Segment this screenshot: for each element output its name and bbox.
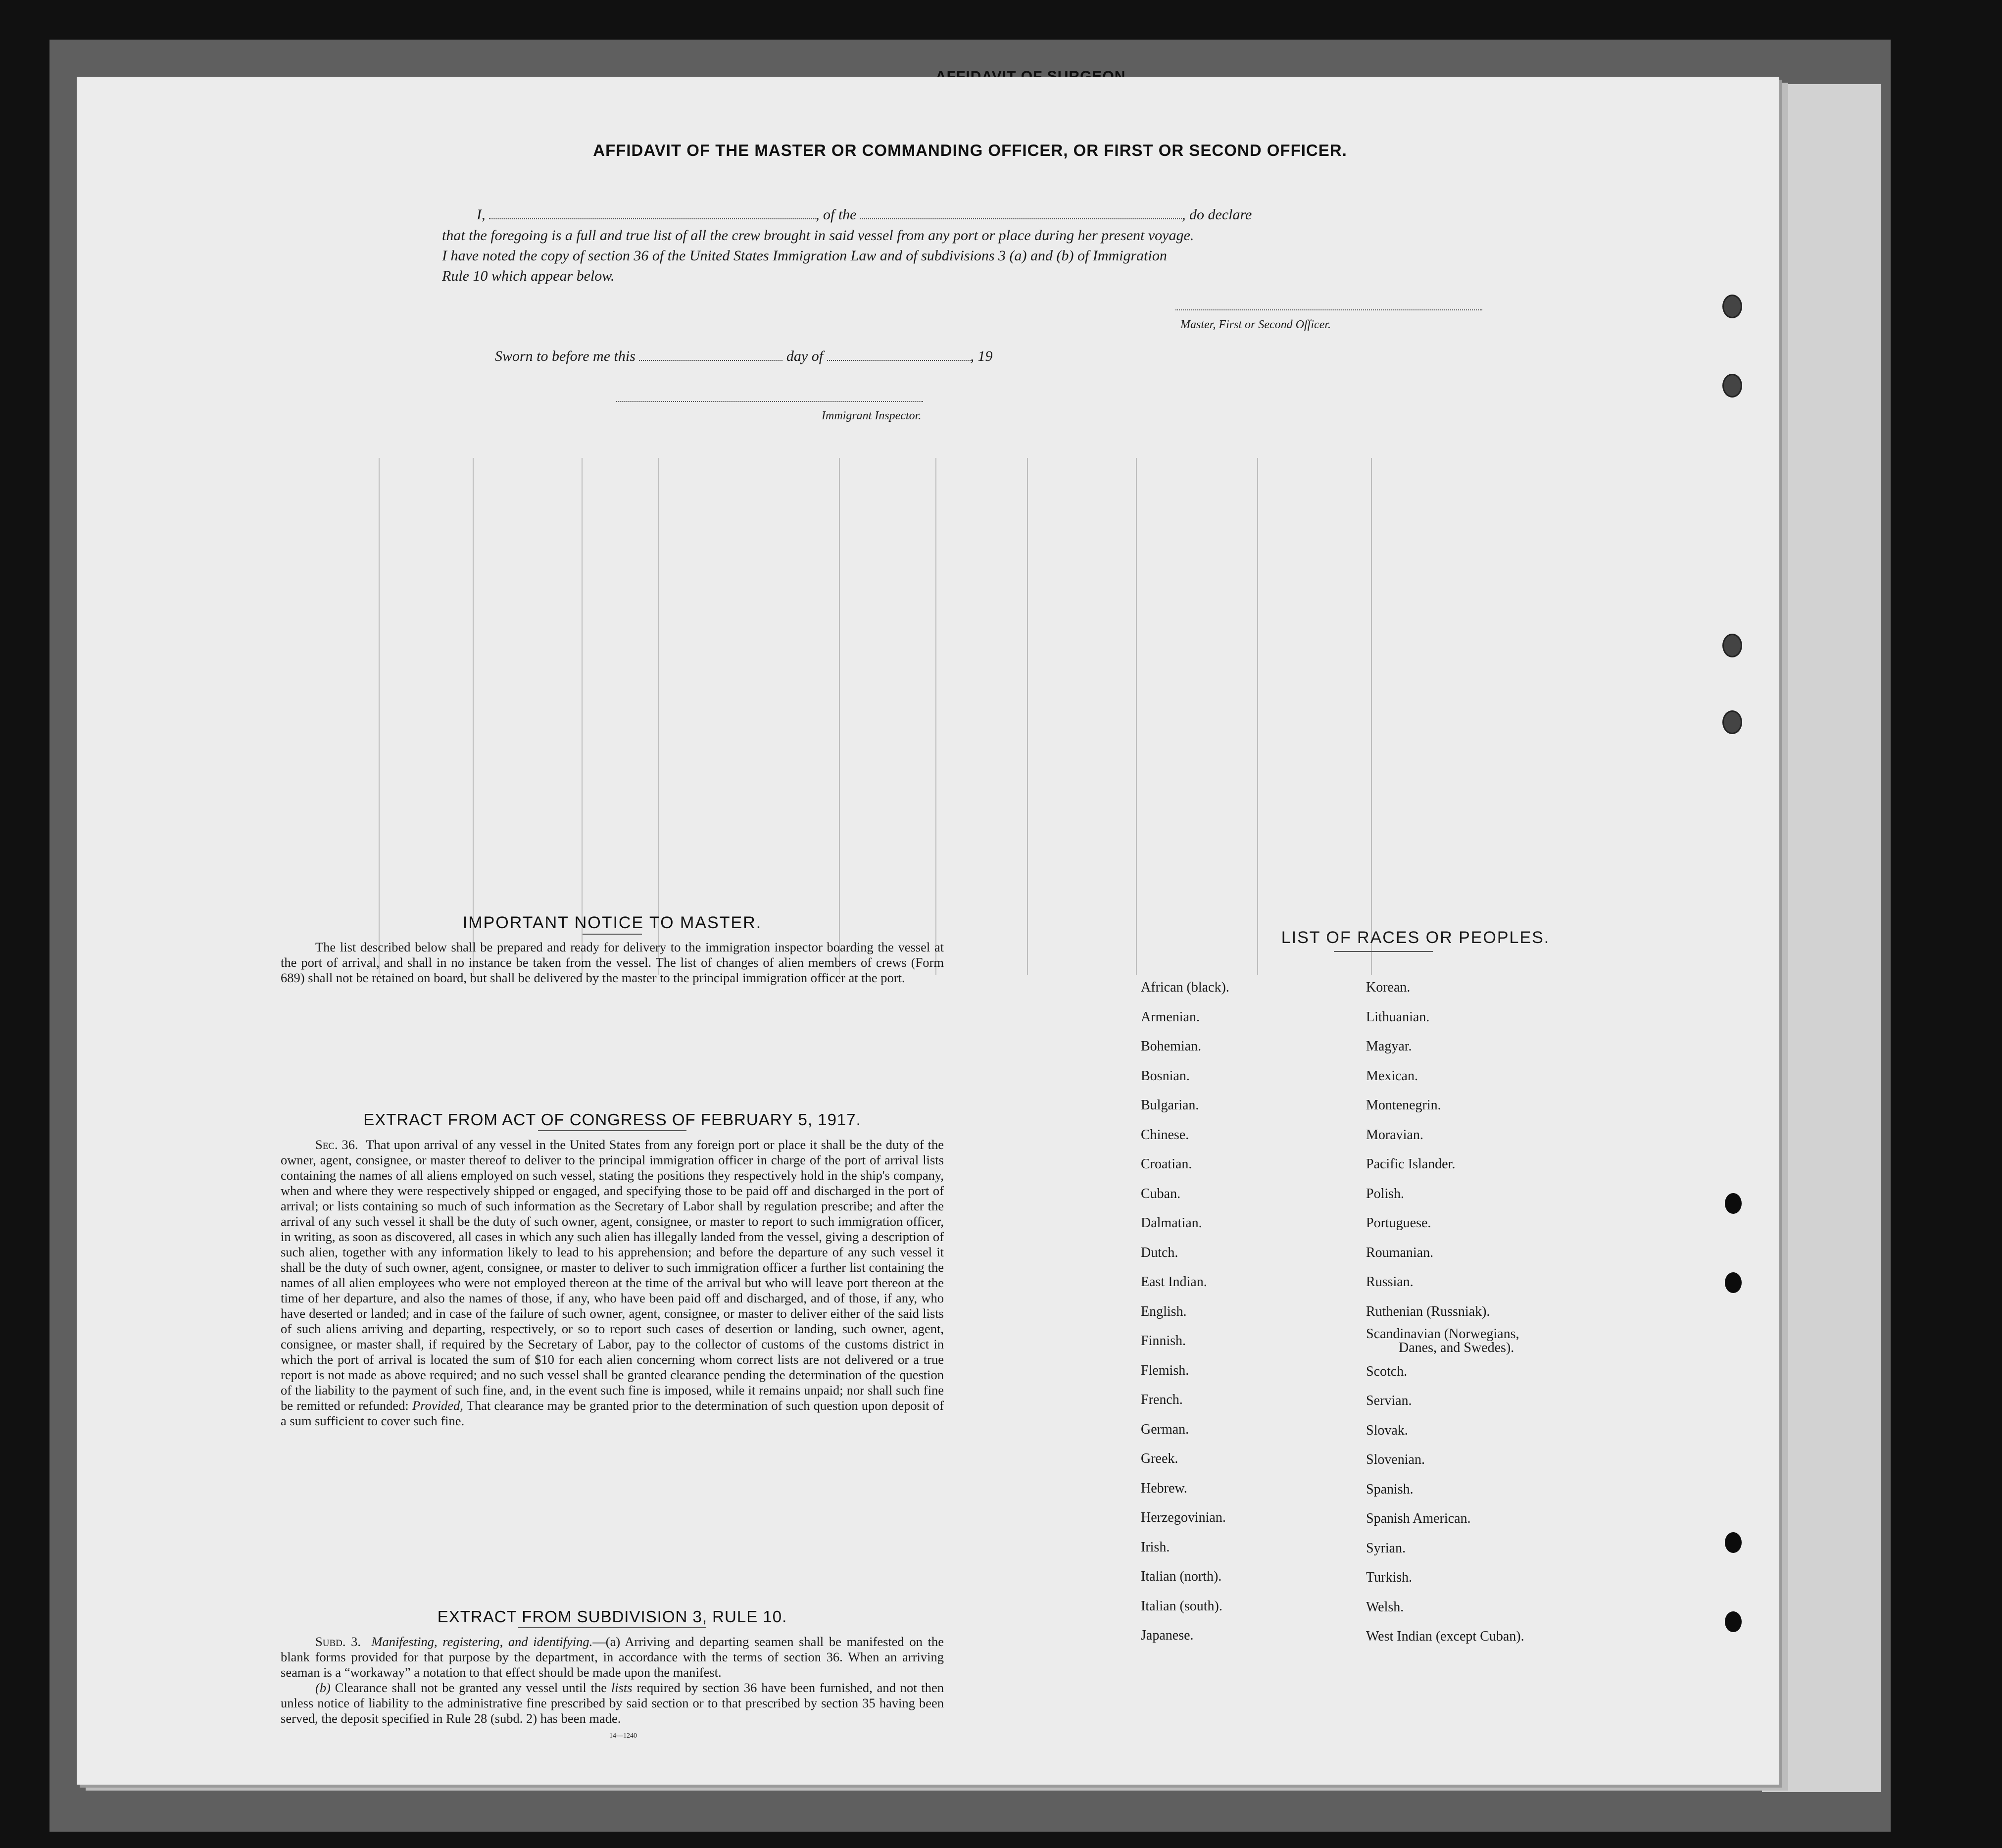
punch-hole bbox=[1725, 1272, 1742, 1293]
vessel-blank bbox=[860, 218, 1182, 219]
subd-b-post: required by section 36 have been furnished, and not then unless notice of liability to the administrative fine prescribed by said section or to that prescribed by section 35 having been served, the deposit specified in Rule 28 (subd. 2) has been made. bbox=[281, 1680, 944, 1726]
sworn-text: Sworn to before me this bbox=[495, 348, 635, 364]
race-item: Korean. bbox=[1366, 980, 1411, 995]
affidavit-line-3: I have noted the copy of section 36 of the United States Immigration Law and of subdivisions 3 (a) and (b) of Immigration bbox=[442, 248, 1167, 264]
race-item: Welsh. bbox=[1366, 1599, 1404, 1615]
ghost-column-line bbox=[473, 458, 474, 975]
race-item: Armenian. bbox=[1141, 1009, 1200, 1025]
act-extract-title: EXTRACT FROM ACT OF CONGRESS OF FEBRUARY 5, 1917. bbox=[363, 1110, 861, 1129]
ghost-column-line bbox=[839, 458, 840, 975]
race-item: Scotch. bbox=[1366, 1363, 1408, 1379]
sworn-day-blank bbox=[639, 360, 782, 361]
affidavit-i: I, bbox=[477, 206, 486, 223]
sworn-month-blank bbox=[827, 360, 971, 361]
inspector-label: Immigrant Inspector. bbox=[822, 409, 922, 422]
act-extract-rule bbox=[538, 1130, 686, 1131]
subd-b-lists: lists bbox=[611, 1680, 633, 1695]
race-item: Magyar. bbox=[1366, 1039, 1412, 1054]
race-item: Slovak. bbox=[1366, 1422, 1408, 1438]
sec-label: Sec. 36. bbox=[315, 1137, 358, 1152]
race-item: Pacific Islander. bbox=[1366, 1156, 1456, 1172]
race-item: English. bbox=[1141, 1303, 1187, 1319]
day-of-text: day of bbox=[786, 348, 824, 364]
race-item: Mexican. bbox=[1366, 1068, 1418, 1084]
rule-extract-section bbox=[281, 1607, 944, 1740]
race-item: Dutch. bbox=[1141, 1245, 1178, 1260]
race-item: Servian. bbox=[1366, 1393, 1412, 1408]
affidavit-line-2: that the foregoing is a full and true list of all the crew brought in said vessel from any port or place during her present voyage. bbox=[442, 227, 1194, 244]
race-item: Japanese. bbox=[1141, 1628, 1194, 1643]
race-item: Polish. bbox=[1366, 1186, 1405, 1201]
race-item: African (black). bbox=[1141, 980, 1229, 995]
ghost-column-line bbox=[1027, 458, 1028, 975]
ghost-column-line bbox=[658, 458, 659, 975]
signature-label: Master, First or Second Officer. bbox=[1180, 318, 1331, 331]
subd-b-label: (b) bbox=[315, 1680, 331, 1695]
subd-b-text bbox=[281, 1680, 944, 1726]
act-extract-text bbox=[281, 1137, 944, 1429]
punch-hole bbox=[1722, 634, 1742, 657]
sworn-line bbox=[495, 348, 1287, 365]
punch-hole bbox=[1722, 374, 1742, 398]
ghost-column-line bbox=[1257, 458, 1258, 975]
signature-line bbox=[1175, 309, 1482, 310]
notice-title: IMPORTANT NOTICE TO MASTER. bbox=[462, 913, 762, 932]
notice-rule bbox=[583, 934, 642, 935]
races-title: LIST OF RACES OR PEOPLES. bbox=[1281, 928, 1550, 947]
race-item: Finnish. bbox=[1141, 1333, 1186, 1349]
notice-section bbox=[281, 913, 944, 986]
race-item: Chinese. bbox=[1141, 1127, 1189, 1143]
race-item: Hebrew. bbox=[1141, 1480, 1187, 1496]
race-item: Turkish. bbox=[1366, 1570, 1413, 1585]
punch-hole bbox=[1725, 1193, 1742, 1214]
punch-hole bbox=[1722, 710, 1742, 734]
subd-heading: Manifesting, registering, and identifying. bbox=[371, 1634, 593, 1649]
subd-a: —(a) Arriving and departing seamen shall be manifested on the blank forms provided for that purpose by the department, in accordance with the terms of section 36. When an arriving seaman is a “workaway” a notation to that effect should be made upon the manifest. bbox=[281, 1634, 944, 1680]
race-item-scandinavian bbox=[1366, 1326, 1524, 1357]
subd-label: Subd. 3. bbox=[315, 1634, 361, 1649]
affidavit-title: AFFIDAVIT OF THE MASTER OR COMMANDING OFFICER, OR FIRST OR SECOND OFFICER. bbox=[593, 141, 1347, 159]
race-item: Italian (north). bbox=[1141, 1569, 1222, 1584]
ghost-column-line bbox=[582, 458, 583, 975]
act-extract-section bbox=[281, 1110, 944, 1429]
race-item: German. bbox=[1141, 1421, 1189, 1437]
document-page bbox=[77, 77, 1779, 1785]
race-item: Flemish. bbox=[1141, 1362, 1189, 1378]
rule-extract-title: EXTRACT FROM SUBDIVISION 3, RULE 10. bbox=[437, 1607, 787, 1626]
punch-hole bbox=[1722, 295, 1742, 318]
race-item: West Indian (except Cuban). bbox=[1366, 1629, 1524, 1644]
race-item: Syrian. bbox=[1366, 1540, 1406, 1556]
affidavit-declare: , do declare bbox=[1182, 206, 1252, 223]
provided-word: Provided, bbox=[412, 1398, 463, 1413]
ghost-column-line bbox=[1371, 458, 1372, 975]
race-item: Bosnian. bbox=[1141, 1068, 1190, 1084]
subd-a-text bbox=[281, 1634, 944, 1680]
race-item: Dalmatian. bbox=[1141, 1215, 1202, 1231]
races-rule bbox=[1334, 951, 1433, 952]
affidavit-of-the: , of the bbox=[816, 206, 857, 223]
race-item: Spanish American. bbox=[1366, 1511, 1471, 1526]
ghost-column-line bbox=[379, 458, 380, 975]
races-left-column bbox=[1141, 973, 1229, 1650]
year-text: , 19 bbox=[970, 348, 993, 364]
race-item: Slovenian. bbox=[1366, 1452, 1425, 1467]
affidavit-line-4: Rule 10 which appear below. bbox=[442, 268, 615, 284]
race-item: Bohemian. bbox=[1141, 1039, 1202, 1054]
affidavit-line-1 bbox=[477, 206, 1489, 223]
ghost-column-line bbox=[935, 458, 936, 975]
rule-extract-rule bbox=[518, 1627, 706, 1628]
sec-36-text: That upon arrival of any vessel in the United States from any foreign port or place it shall be the duty of the owner, agent, consignee, or master thereof to deliver to the principal immigration officer in charge of the port of arrival lists containing the names of all aliens employed on such vessel, stating the positions they respectively hold in the ship's company, when and where they were respectively shipped or engaged, and specifying those to be paid off and discharged in the port of arrival; or lists containing so much of such information as the Secretary of Labor shall by regulation prescribe; and after the arrival of any such vessel it shall be the duty of such owner, agent, consignee, or master to report to such immigration officer, in writing, as soon as discovered, all cases in which any such alien has illegally landed from the vessel, giving a description of such alien, together with any information likely to lead to his apprehension; and before the departure of any such vessel it shall be the duty of such owner, agent, consignee, or master to deliver to such immigration officer a further list containing the names of all alien employees who were not employed thereon at the time of the arrival but who will leave port thereon at the time of her departure, and also the names of those, if any, who have been paid off and discharged, and of those, if any, who have deserted or landed; and in case of the failure of such owner, agent, consignee, or master to deliver either of the said lists of such aliens arriving and departing, respectively, or so to report such cases of desertion or landing, such owner, agent, consignee, or master shall, if required by the Secretary of Labor, pay to the collector of customs of the customs district in which the port of arrival is located the sum of $10 for each alien concerning whom correct lists are not delivered or a true report is not made as above required; and no such vessel shall be granted clearance pending the determination of the question of the liability to the payment of such fine, and, in the event such fine is imposed, while it remains unpaid; nor shall such fine be remitted or refunded: bbox=[281, 1137, 944, 1413]
inspector-signature-line bbox=[616, 401, 923, 402]
race-item: Cuban. bbox=[1141, 1186, 1181, 1201]
race-item: Scandinavian (Norwegians, bbox=[1366, 1326, 1519, 1342]
race-item: Croatian. bbox=[1141, 1156, 1192, 1172]
back-sheet-edge bbox=[1762, 84, 1881, 1792]
race-item: French. bbox=[1141, 1392, 1183, 1407]
race-item: Ruthenian (Russniak). bbox=[1366, 1303, 1490, 1319]
race-item: Irish. bbox=[1141, 1539, 1170, 1555]
form-number: 14—1240 bbox=[609, 1732, 637, 1740]
races-right-column bbox=[1366, 973, 1524, 1651]
race-item: Lithuanian. bbox=[1366, 1009, 1430, 1025]
race-item: Italian (south). bbox=[1141, 1598, 1222, 1614]
name-blank bbox=[489, 218, 816, 219]
race-item: Greek. bbox=[1141, 1451, 1178, 1466]
ghost-column-line bbox=[1136, 458, 1137, 975]
race-item: East Indian. bbox=[1141, 1274, 1207, 1290]
notice-paragraph: The list described below shall be prepared and ready for delivery to the immigration inspector boarding the vessel at the port of arrival, and shall in no instance be taken from the vessel. The list of changes of alien members of crews (Form 689) shall not be retained on board, but shall be delivered by the master to the principal immigration officer at the port. bbox=[281, 940, 944, 985]
race-item-continuation: Danes, and Swedes). bbox=[1399, 1340, 1514, 1355]
race-item: Russian. bbox=[1366, 1274, 1414, 1290]
punch-hole bbox=[1725, 1532, 1742, 1553]
sec-36-text-end: That clearance may be granted prior to the determination of such question upon deposit of a sum sufficient to cover such fine. bbox=[281, 1398, 944, 1428]
race-item: Spanish. bbox=[1366, 1481, 1414, 1497]
race-item: Bulgarian. bbox=[1141, 1098, 1199, 1113]
race-item: Roumanian. bbox=[1366, 1245, 1434, 1260]
race-item: Herzegovinian. bbox=[1141, 1510, 1226, 1525]
race-item: Portuguese. bbox=[1366, 1215, 1431, 1231]
race-item: Montenegrin. bbox=[1366, 1098, 1441, 1113]
race-item: Moravian. bbox=[1366, 1127, 1423, 1143]
subd-b-pre: Clearance shall not be granted any vessel until the bbox=[335, 1680, 607, 1695]
punch-hole bbox=[1725, 1611, 1742, 1632]
